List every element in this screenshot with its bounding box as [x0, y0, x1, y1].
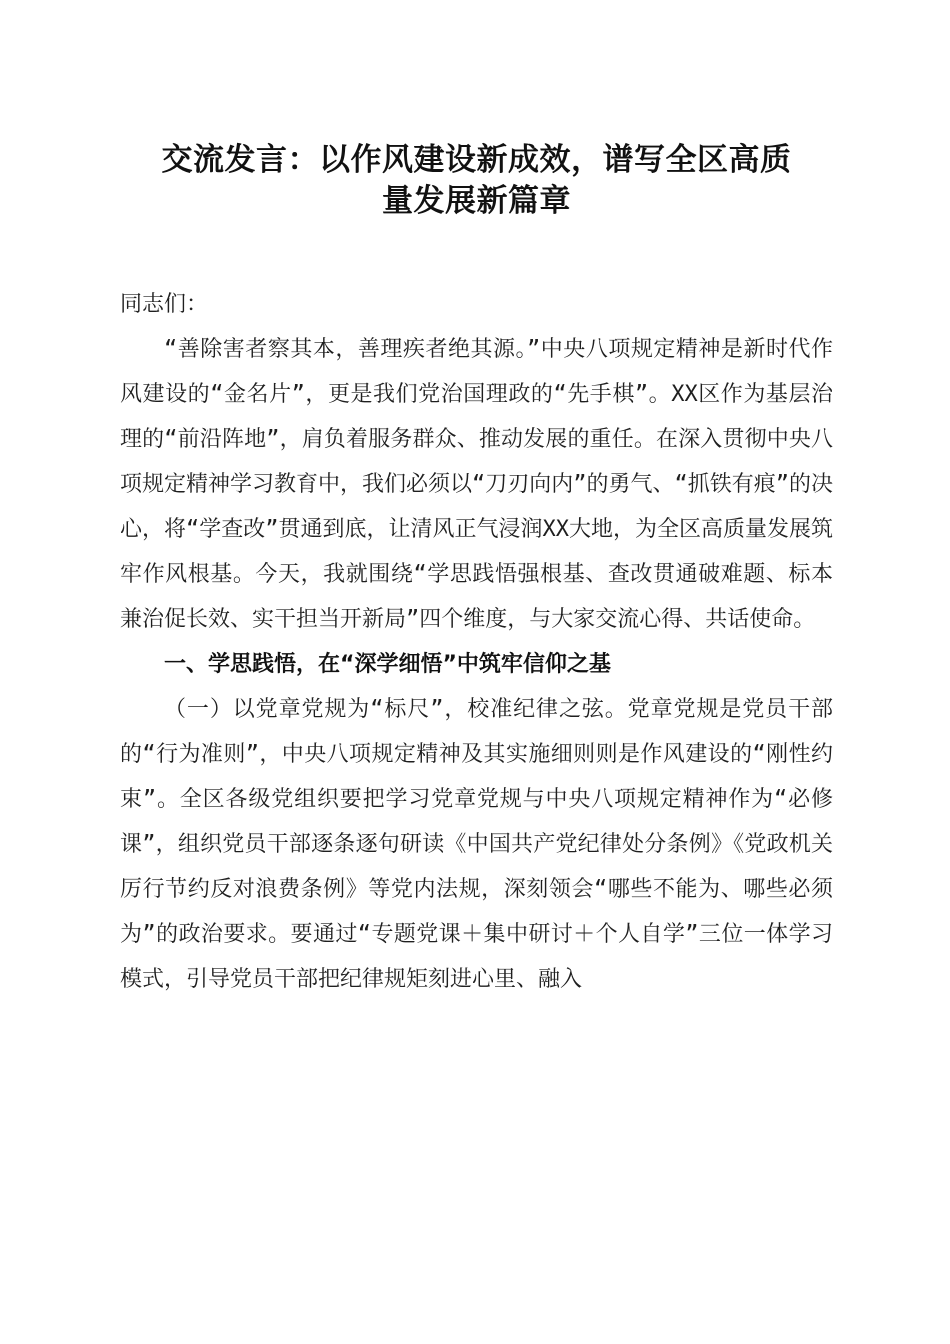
title-line-2: 量发展新篇章 [382, 183, 571, 219]
intro-paragraph: “善除害者察其本，善理疾者绝其源。”中央八项规定精神是新时代作风建设的“金名片”，更是我们党治国理政的“先手棋”。XX区作为基层治理的“前沿阵地”，肩负着服务群众、推动发展的重任。在深入贯彻中央八项规定精神学习教育中，我们必须以“刀刃向内”的勇气、“抓铁有痕”的决心，将“学查改”贯通到底，让清风正气浸润XX大地，为全区高质量发展筑牢作风根基。今天，我就围绕“学思践悟强根基、查改贯通破难题、标本兼治促长效、实干担当开新局”四个维度，与大家交流心得、共话使命。 [120, 337, 833, 632]
section-1-heading: 一、学思践悟，在“深学细悟”中筑牢信仰之基 [164, 652, 611, 677]
document-title [120, 140, 833, 222]
section-1-paragraph-1: （一）以党章党规为“标尺”，校准纪律之弦。党章党规是党员干部的“行为准则”，中央八项规定精神及其实施细则则是作风建设的“刚性约束”。全区各级党组织要把学习党章党规与中央八项规定精神作为“必修课”，组织党员干部逐条逐句研读《中国共产党纪律处分条例》《党政机关厉行节约反对浪费条例》等党内法规，深刻领会“哪些不能为、哪些必须为”的政治要求。要通过“专题党课＋集中研讨＋个人自学”三位一体学习模式，引导党员干部把纪律规矩刻进心里、融入 [120, 697, 833, 992]
title-line-1: 交流发言：以作风建设新成效，谱写全区高质 [161, 142, 792, 178]
salutation: 同志们： [120, 292, 209, 317]
document-body [120, 282, 833, 1002]
document-page [120, 0, 833, 1002]
